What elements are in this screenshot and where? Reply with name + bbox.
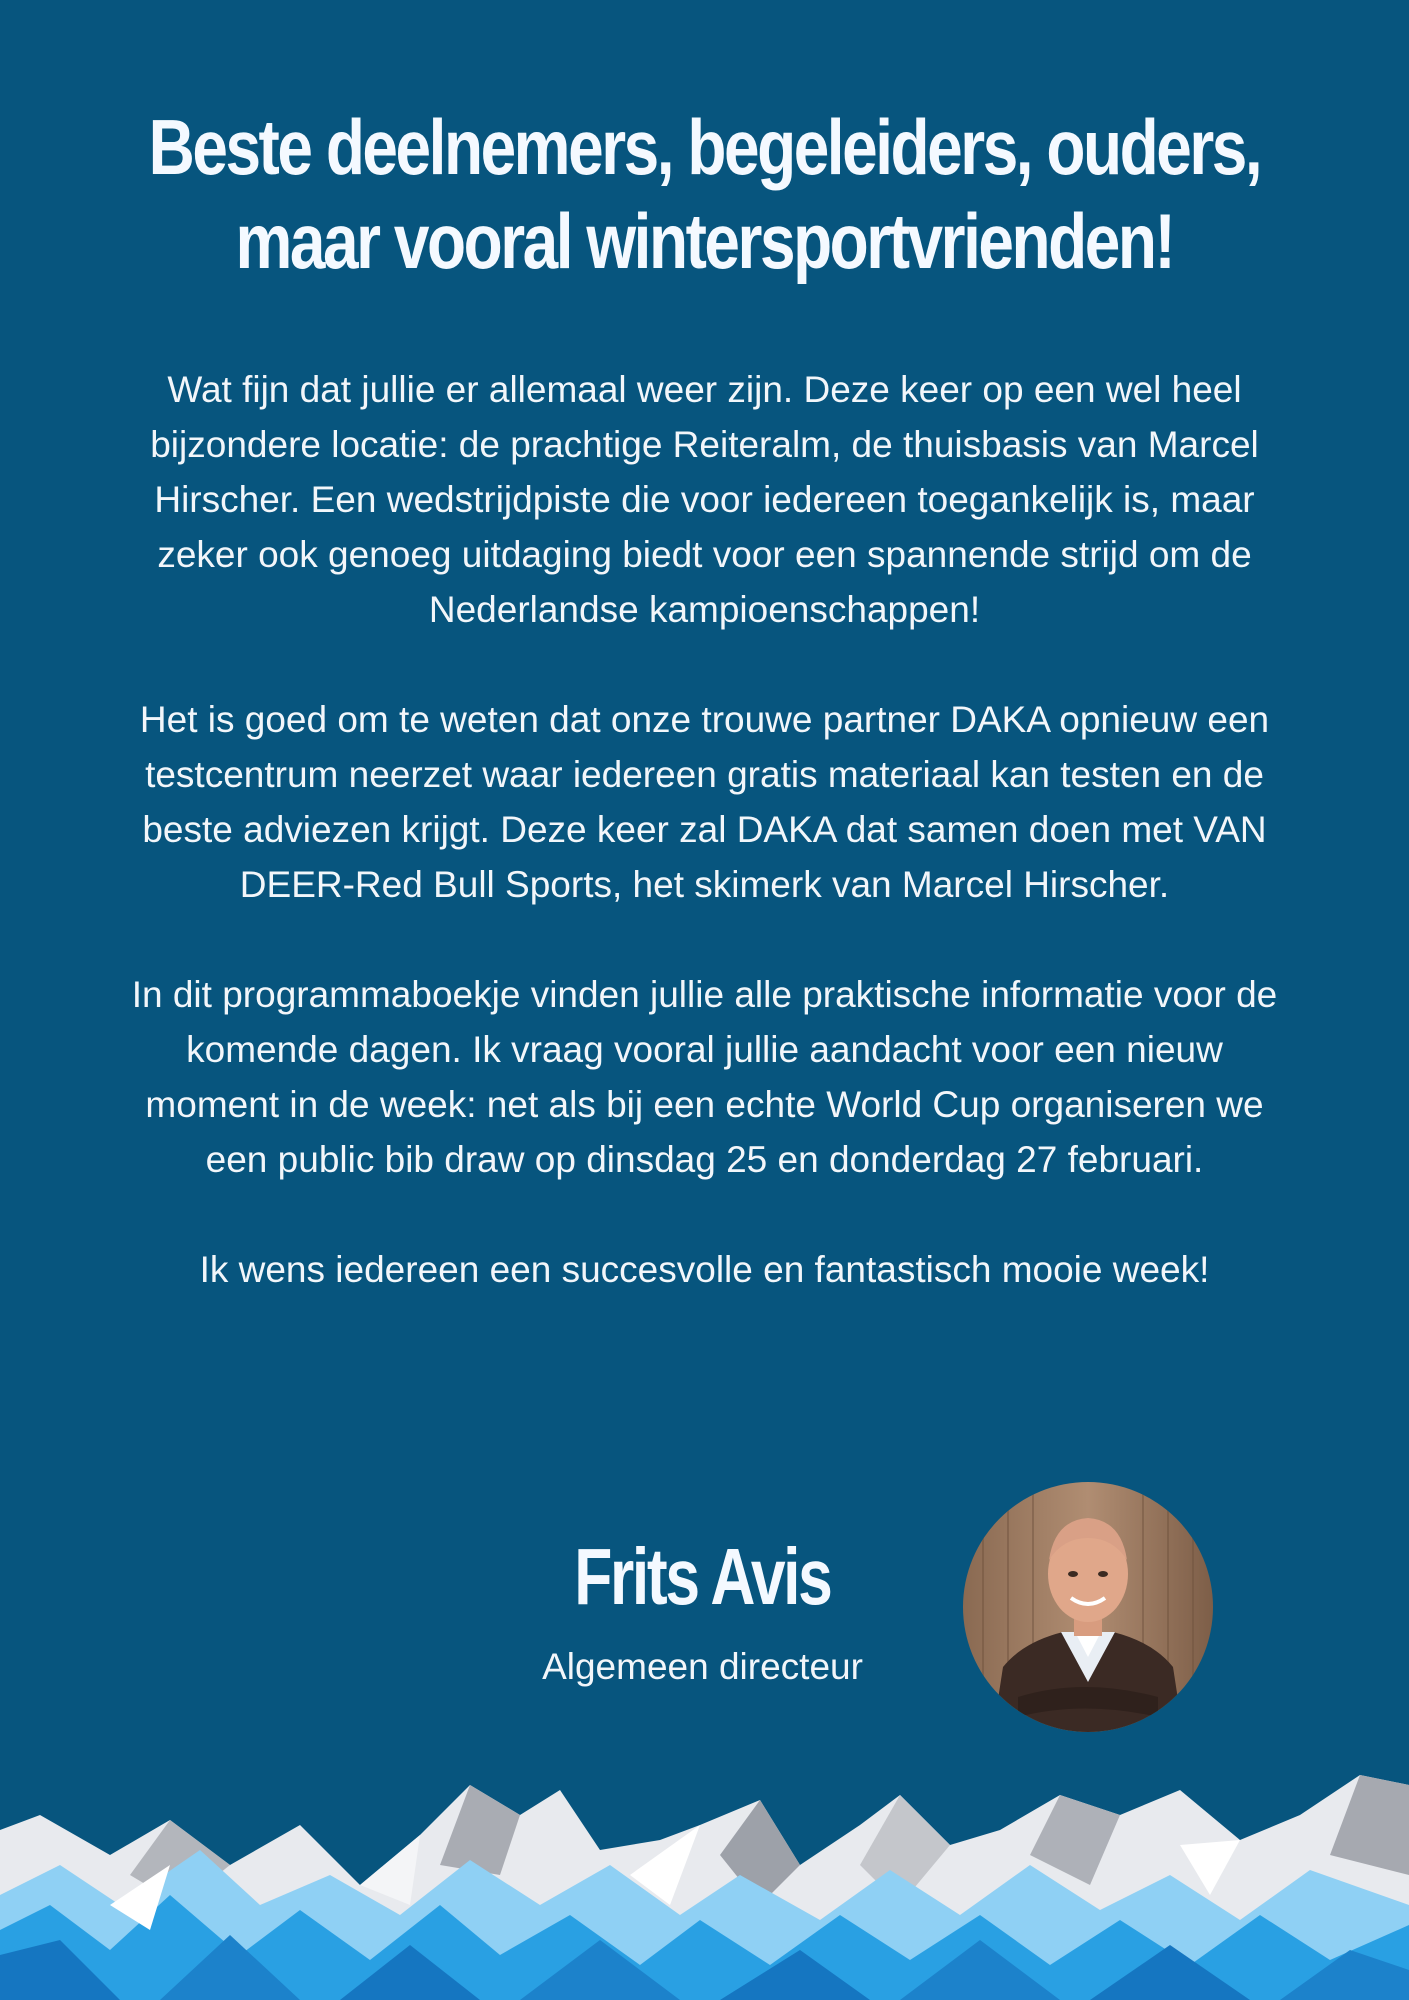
letter-body <box>120 362 1289 1352</box>
signature-name: Frits Avis <box>574 1532 831 1621</box>
headline-line-1: Beste deelnemers, begeleiders, ouders, <box>148 103 1261 191</box>
headline <box>127 100 1282 288</box>
portrait-photo <box>963 1482 1213 1732</box>
paragraph-4: Ik wens iedereen een succesvolle en fantastisch mooie week! <box>199 1249 1210 1290</box>
avatar <box>963 1482 1213 1732</box>
mountain-range-illustration <box>0 1755 1409 2000</box>
signature-title: Algemeen directeur <box>542 1646 863 1687</box>
headline-line-2: maar vooral wintersportvrienden! <box>235 197 1174 285</box>
paragraph-3: In dit programmaboekje vinden jullie alle praktische informatie voor de komende dagen. Ik vraag vooral jullie aandacht voor een nieuw moment in de week: net als bij een echte World Cup organiseren we een public bib draw op dinsdag 25 en donderdag 27 februari. <box>131 974 1278 1180</box>
paragraph-1: Wat fijn dat jullie er allemaal weer zijn. Deze keer op een wel heel bijzondere locatie: de prachtige Reiteralm, de thuisbasis van Marcel Hirscher. Een wedstrijdpiste die voor iedereen toegankelijk is, maar zeker ook genoeg uitdaging biedt voor een spannende strijd om de Nederlandse kampioenschappen! <box>150 369 1259 630</box>
paragraph-2: Het is goed om te weten dat onze trouwe partner DAKA opnieuw een testcentrum neerzet waar iedereen gratis materiaal kan testen en de beste adviezen krijgt. Deze keer zal DAKA dat samen doen met VAN DEER-Red Bull Sports, het skimerk van Marcel Hirscher. <box>139 699 1270 905</box>
